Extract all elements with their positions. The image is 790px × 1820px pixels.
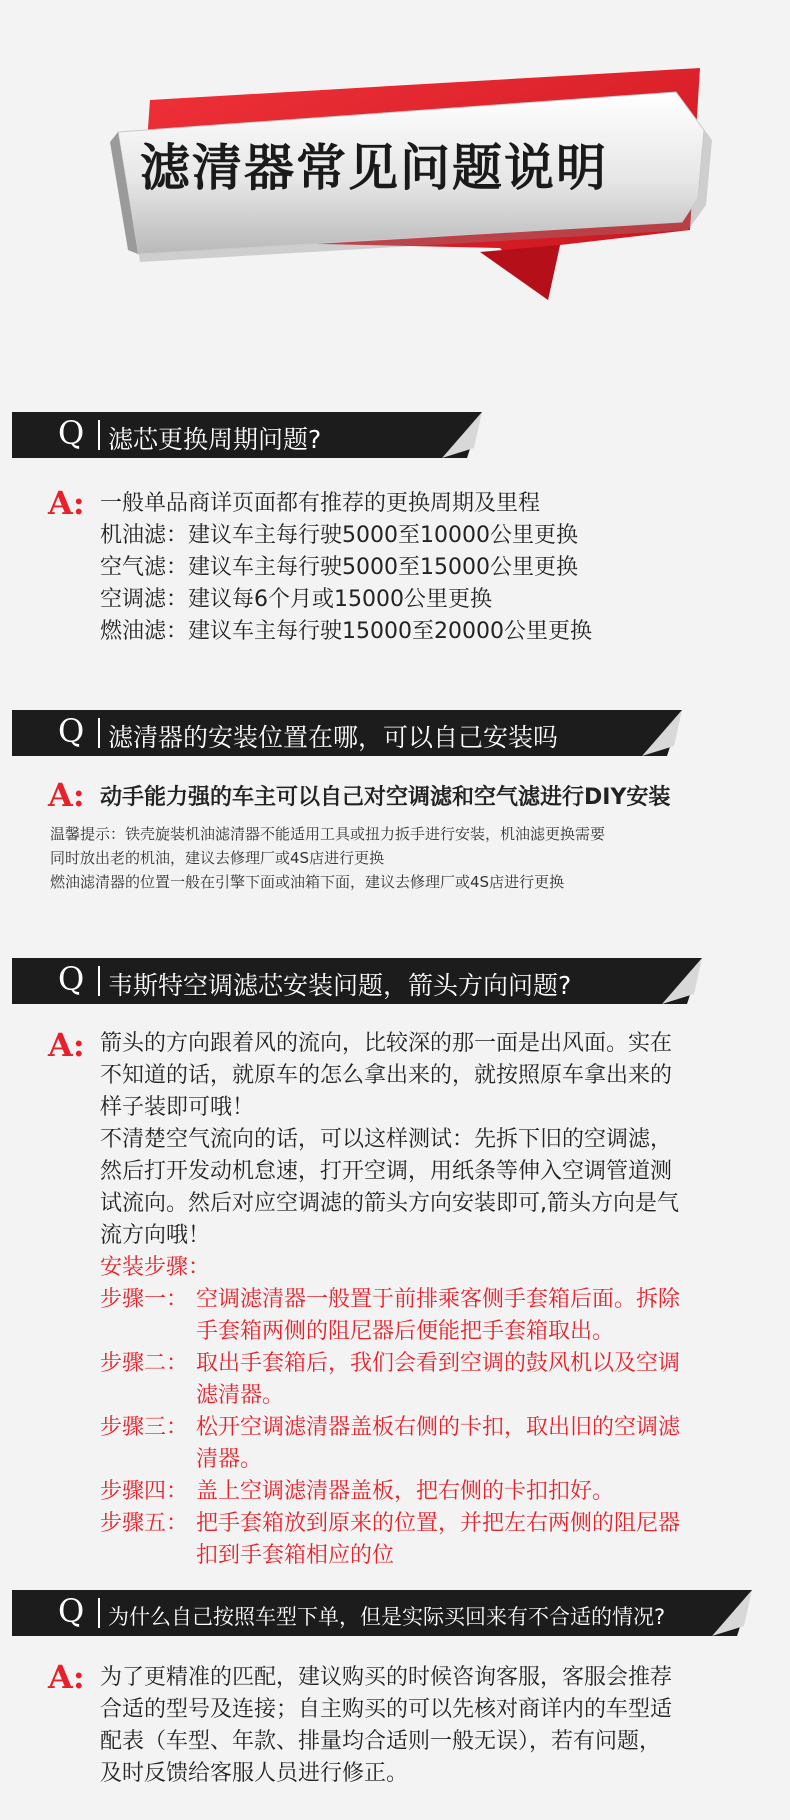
step-line: 盖上空调滤清器盖板，把右侧的卡扣扣好。 <box>196 1479 615 1504</box>
question-bar-3 <box>12 956 702 1006</box>
page-title: 滤清器常见问题说明 <box>140 139 608 197</box>
q-divider <box>98 966 100 996</box>
step-line: 扣到手套箱相应的位 <box>196 1543 395 1568</box>
step-item <box>100 1348 740 1412</box>
a-letter: A: <box>48 776 85 814</box>
answer-line: 空调滤：建议每6个月或15000公里更换 <box>100 587 492 612</box>
answer-line: 箭头的方向跟着风的流向，比较深的那一面是出风面。实在 <box>100 1031 673 1056</box>
step-item <box>100 1476 740 1508</box>
answer-block-1 <box>100 488 740 648</box>
steps-title: 安装步骤： <box>100 1255 211 1280</box>
q-letter: Q <box>58 414 85 452</box>
step-label: 步骤一： <box>100 1287 189 1312</box>
answer-line: 机油滤：建议车主每行驶5000至10000公里更换 <box>100 523 578 548</box>
answer-line: 配表（车型、年款、排量均合适则一般无误），若有问题， <box>100 1729 662 1754</box>
a-letter: A: <box>48 1026 85 1064</box>
answer-line: 动手能力强的车主可以自己对空调滤和空气滤进行DIY安装 <box>100 785 671 810</box>
q-divider <box>98 420 100 450</box>
step-line: 空调滤清器一般置于前排乘客侧手套箱后面。拆除 <box>196 1287 681 1312</box>
step-label: 步骤三： <box>100 1415 189 1440</box>
step-line: 清器。 <box>196 1447 263 1472</box>
question-text: 为什么自己按照车型下单，但是实际买回来有不合适的情况? <box>108 1605 666 1629</box>
step-line: 把手套箱放到原来的位置，并把左右两侧的阻尼器 <box>196 1511 681 1536</box>
question-text: 滤清器的安装位置在哪，可以自己安装吗 <box>108 723 559 752</box>
step-item <box>100 1412 740 1476</box>
title-banner <box>0 0 790 330</box>
question-bar-1 <box>12 410 482 460</box>
q-letter: Q <box>58 712 85 750</box>
q-divider <box>98 1598 100 1628</box>
step-line: 滤清器。 <box>196 1383 285 1408</box>
q-divider <box>98 718 100 748</box>
answer-line: 然后打开发动机怠速，打开空调，用纸条等伸入空调管道测 <box>100 1159 673 1184</box>
answer-line: 不清楚空气流向的话，可以这样测试：先拆下旧的空调滤， <box>100 1127 673 1152</box>
q-letter: Q <box>58 960 85 998</box>
tip-block <box>50 822 750 894</box>
step-line: 取出手套箱后，我们会看到空调的鼓风机以及空调 <box>196 1351 681 1376</box>
answer-line: 及时反馈给客服人员进行修正。 <box>100 1761 409 1786</box>
step-label: 步骤四： <box>100 1479 189 1504</box>
answer-block-3 <box>100 1028 740 1572</box>
tip-line: 温馨提示：铁壳旋装机油滤清器不能适用工具或扭力扳手进行安装，机油滤更换需要 <box>50 825 606 843</box>
step-item <box>100 1284 740 1348</box>
answer-block-4 <box>100 1662 740 1790</box>
step-line: 松开空调滤清器盖板右侧的卡扣，取出旧的空调滤 <box>196 1415 681 1440</box>
a-letter: A: <box>48 1658 85 1696</box>
answer-line: 流方向哦！ <box>100 1223 211 1248</box>
question-bar-2 <box>12 708 682 758</box>
answer-line: 空气滤：建议车主每行驶5000至15000公里更换 <box>100 555 578 580</box>
step-line: 手套箱两侧的阻尼器后便能把手套箱取出。 <box>196 1319 615 1344</box>
step-item <box>100 1508 740 1572</box>
tip-line: 燃油滤清器的位置一般在引擎下面或油箱下面，建议去修理厂或4S店进行更换 <box>50 873 565 891</box>
answer-line: 不知道的话，就原车的怎么拿出来的，就按照原车拿出来的 <box>100 1063 673 1088</box>
answer-line: 试流向。然后对应空调滤的箭头方向安装即可,箭头方向是气 <box>100 1191 679 1216</box>
a-letter: A: <box>48 484 85 522</box>
answer-line: 一般单品商详页面都有推荐的更换周期及里程 <box>100 491 541 516</box>
answer-line: 为了更精准的匹配，建议购买的时候咨询客服，客服会推荐 <box>100 1665 673 1690</box>
question-text: 韦斯特空调滤芯安装问题，箭头方向问题? <box>108 971 572 1000</box>
answer-line: 样子装即可哦！ <box>100 1095 255 1120</box>
question-text: 滤芯更换周期问题? <box>108 425 322 454</box>
q-letter: Q <box>58 1592 85 1630</box>
question-bar-4 <box>12 1588 752 1638</box>
answer-line: 合适的型号及连接；自主购买的可以先核对商详内的车型适 <box>100 1697 673 1722</box>
answer-line: 燃油滤：建议车主每行驶15000至20000公里更换 <box>100 619 592 644</box>
answer-block-2 <box>100 782 740 814</box>
step-label: 步骤二： <box>100 1351 189 1376</box>
step-label: 步骤五： <box>100 1511 189 1536</box>
tip-line: 同时放出老的机油，建议去修理厂或4S店进行更换 <box>50 849 385 867</box>
